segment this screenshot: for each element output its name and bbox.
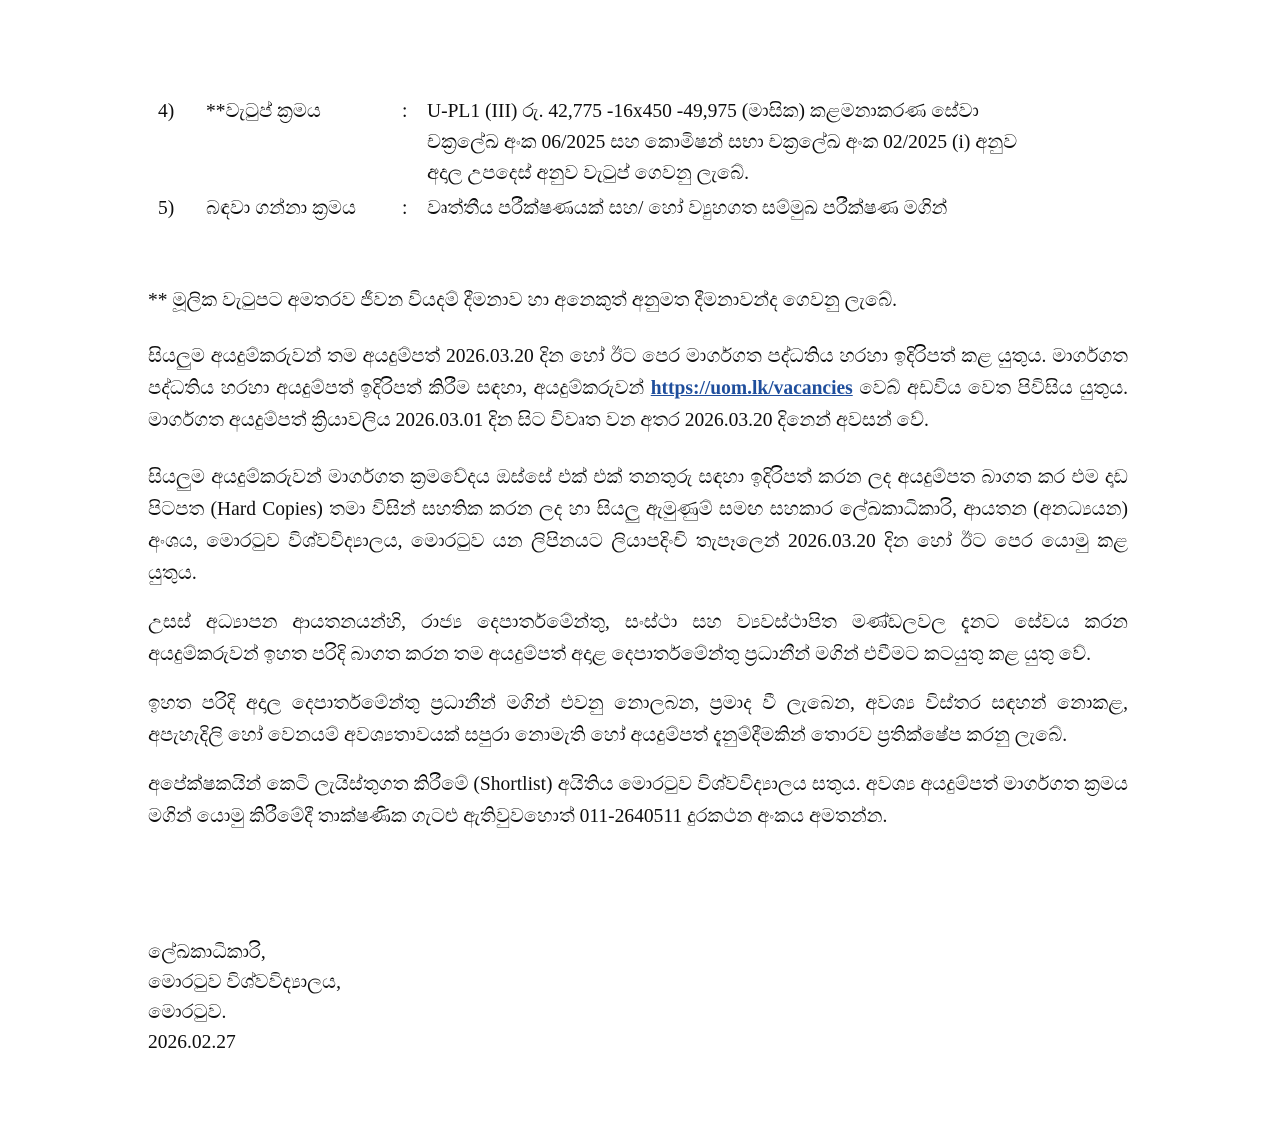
signature-block bbox=[148, 938, 668, 1058]
signatory-location: මොරටුව. bbox=[148, 1002, 227, 1023]
paragraph-spacer bbox=[148, 454, 1128, 462]
government-employees-paragraph: උසස් අධ්‍යාපන ආයතනයන්හි, රාජ්‍ය දෙපාර්තමේන්තු, සංස්ථා සහ ව්‍යවස්ථාපිත මණ්ඩලවල දැනට සේවය කරන අයදුම්කරුවන් ඉහත පරිදි බාගත කරන තම අයදුම්පත් අදාළ දෙපාර්තමේන්තු ප්‍රධානීන් මගින් එවීමට කටයුතු කළ යුතු වේ. bbox=[148, 612, 1128, 665]
hard-copies-paragraph: සියලුම අයදුම්කරුවන් මාර්ගගත ක්‍රමවේදය ඔස්සේ එක් එක් තනතුරු සඳහා ඉදිරිපත් කරන ලද අයදුම්පත බාගත කර එම දෘඩ පිටපත (Hard Copies) තමා විසින් සහතික කරන ලද හා සියලු ඇමුණුම් සමඟ සහකාර ලේඛකාධිකාරි, ආයතන (අනධ්‍යයන) අංශය, මොරටුව විශ්වවිද්‍යාලය, මොරටුව යන ලිපිනයට ලියාපදිංචි තැපෑලෙන් 2026.03.20 දින හෝ ඊට පෙර යොමු කළ යුතුය. bbox=[148, 467, 1128, 584]
item-colon: : bbox=[402, 101, 408, 122]
item-number: 5) bbox=[158, 198, 175, 219]
item-number: 4) bbox=[158, 101, 175, 122]
signatory-institution: මොරටුව විශ්වවිද්‍යාලය, bbox=[148, 972, 341, 993]
rejection-notice-paragraph: ඉහත පරිදි අදාල දෙපාර්තමේන්තු ප්‍රධානීන් මගින් එවනු නොලබන, ප්‍රමාද වී ලැබෙන, අවශ්‍ය විස්තර සඳහන් නොකළ, අපැහැදිලි හෝ වෙනයම් අවශ්‍යතාවයක් සපුරා නොමැති හෝ අයදුම්පත් දැනුම්දීමකින් තොරව ප්‍රතික්ෂේප කරනු ලැබේ. bbox=[148, 693, 1128, 746]
body-paragraphs bbox=[148, 285, 1128, 850]
online-application-text-before-link: සියලුම අයදුම්කරුවන් තම අයදුම්පත් 2026.03.20 දින හෝ ඊට පෙර මාර්ගගත පද්ධතිය හරහා ඉදිරිපත් කළ යුතුය. මාර්ගගත පද්ධතිය හරහා අයදුම්පත් ඉදිරිපත් කිරීම සඳහා, අයදුම්කරුවන් bbox=[148, 346, 1128, 399]
numbered-items-list bbox=[148, 96, 1128, 228]
item-value bbox=[427, 96, 1128, 189]
item-value bbox=[427, 193, 1128, 224]
list-item bbox=[148, 193, 1128, 224]
item-colon: : bbox=[402, 198, 408, 219]
online-application-paragraph bbox=[148, 341, 1128, 437]
item-value-line: වෘත්තීය පරීක්ෂණයක් සහ/ හෝ ව්‍යුහගත සම්මුඛ පරීක්ෂණ මගින් bbox=[427, 198, 948, 219]
shortlist-notice-paragraph: අපේක්ෂකයින් කෙටි ලැයිස්තුගත කිරීමේ (Shortlist) අයිතිය මොරටුව විශ්වවිද්‍යාලය සතුය. අවශ්‍ය අයදුම්පත් මාර්ගගත ක්‍රමය මගින් යොමු කිරීමේදී තාක්ෂණික ගැටළු ඇතිවුවහොත් 011-2640511 දුරකථන අංකය අමතන්න. bbox=[148, 774, 1128, 827]
item-label: **වැටුප් ක්‍රමය bbox=[206, 101, 321, 122]
list-item bbox=[148, 96, 1128, 189]
online-application-text-after-link: වෙබ් අඩවිය වෙත පිවිසිය යුතුය. මාර්ගගත අයදුම්පත් ක්‍රියාවලිය 2026.03.01 දින සිට විවෘත වන අතර 2026.03.20 දිනෙන් අවසන් වේ. bbox=[148, 378, 1128, 431]
allowances-footnote: ** මූලික වැටුපට අමතරව ජීවන වියදම් දීමනාව හා අනෙකුත් අනුමත දීමනාවන්ද ගෙවනු ලැබේ. bbox=[148, 290, 898, 311]
item-value-line: චක්‍රලේඛ අංක 06/2025 සහ කොමිෂන් සභා චක්‍රලේඛ අංක 02/2025 (i) අනුව bbox=[427, 132, 1018, 153]
signatory-title: ලේඛකාධිකාරි, bbox=[148, 942, 266, 963]
item-value-line: අදාල උපදෙස් අනුව වැටුප් ගෙවනු ලැබේ. bbox=[427, 163, 750, 184]
vacancies-link[interactable]: https://uom.lk/vacancies bbox=[650, 378, 853, 399]
item-label: බඳවා ගන්නා ක්‍රමය bbox=[206, 198, 356, 219]
signature-date: 2026.02.27 bbox=[148, 1032, 236, 1053]
item-value-line: U-PL1 (III) රු. 42,775 -16x450 -49,975 (මාසික) කළමනාකරණ සේවා bbox=[427, 101, 979, 122]
